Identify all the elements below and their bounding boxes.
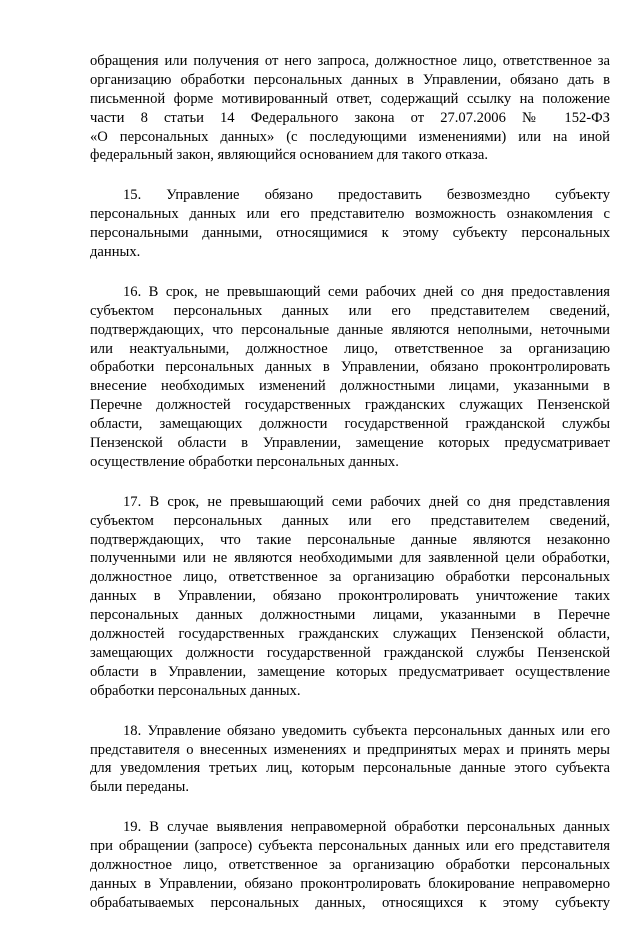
text-line: обработки персональных данных. [90, 682, 301, 699]
text-line: осуществление обработки персональных данных. [90, 453, 399, 470]
text-line: подтверждающих, что такие персональные данные являются незаконно [90, 531, 610, 548]
text-line: федеральный закон, являющийся основанием для такого отказа. [90, 147, 488, 164]
paragraph-17 [90, 493, 610, 701]
text-line: «О персональных данных» (с последующими изменениями) или на иной [90, 128, 610, 145]
text-line: Пензенской области в Управлении, замещение которых предусматривает [90, 435, 610, 452]
text-line: области, замещающих должности государственной гражданской службы [90, 416, 610, 433]
text-line: или неактуальными, должностное лицо, ответственное за организацию [90, 340, 610, 357]
text-line: обрабатываемых персональных данных, относящихся к этому субъекту [90, 894, 610, 911]
text-line: Перечне должностей государственных гражданских служащих Пензенской [90, 397, 610, 414]
text-line: замещающих должности государственной гражданской службы Пензенской [90, 644, 610, 661]
text-line: части 8 статьи 14 Федерального закона от 27.07.2006 № 152-ФЗ [90, 109, 610, 126]
text-line: данных в Управлении, обязано проконтролировать блокирование неправомерно [90, 875, 610, 892]
text-line: 16. В срок, не превышающий семи рабочих дней со дня предоставления [123, 283, 610, 300]
text-line: для уведомления третьих лиц, которым персональные данные этого субъекта [90, 760, 610, 777]
paragraph-18 [90, 722, 610, 798]
document-page [90, 52, 610, 934]
text-line: были переданы. [90, 779, 190, 796]
text-line: подтверждающих, что персональные данные являются неполными, неточными [90, 321, 610, 338]
text-line: внесение необходимых изменений должностными лицами, указанными в [90, 378, 610, 395]
text-line: 15. Управление обязано предоставить безвозмездно субъекту [123, 187, 610, 204]
text-line: 19. В случае выявления неправомерной обработки персональных данных [123, 819, 610, 836]
text-line: должностей государственных гражданских служащих Пензенской области, [90, 626, 610, 643]
text-line: субъектом персональных данных или его представителем сведений, [90, 302, 610, 319]
text-line: при обращении (запросе) субъекта персональных данных или его представителя [90, 838, 610, 855]
text-line: данных в Управлении, обязано проконтролировать уничтожение таких [90, 588, 610, 605]
paragraph-19 [90, 818, 610, 912]
text-line: полученными или не являются необходимыми для заявленной цели обработки, [90, 550, 610, 567]
text-line: персональными данными, относящимися к этому субъекту персональных [90, 225, 610, 242]
paragraph-continuation [90, 52, 610, 165]
text-line: субъектом персональных данных или его представителем сведений, [90, 512, 610, 529]
text-line: должностное лицо, ответственное за организацию обработки персональных [90, 856, 610, 873]
text-line: обращения или получения от него запроса, должностное лицо, ответственное за [90, 53, 610, 69]
text-line: представителя о внесенных изменениях и предпринятых мерах и принять меры [90, 741, 610, 758]
text-line: данных. [90, 244, 141, 261]
text-line: области в Управлении, замещение которых предусматривает осуществление [90, 663, 610, 680]
text-line: 18. Управление обязано уведомить субъекта персональных данных или его [123, 722, 610, 739]
paragraph-16 [90, 283, 610, 472]
text-line: персональных данных или его представителю возможность ознакомления с [90, 206, 610, 223]
text-line: должностное лицо, ответственное за организацию обработки персональных [90, 569, 610, 586]
text-line: письменной форме мотивированный ответ, содержащий ссылку на положение [90, 90, 610, 107]
text-line: персональных данных должностными лицами, указанными в Перечне [90, 607, 610, 624]
text-line: 17. В срок, не превышающий семи рабочих дней со дня представления [123, 493, 610, 510]
text-line: обработки персональных данных в Управлении, обязано проконтролировать [90, 359, 610, 376]
paragraph-15 [90, 186, 610, 262]
text-line: организацию обработки персональных данных в Управлении, обязано дать в [90, 71, 610, 88]
